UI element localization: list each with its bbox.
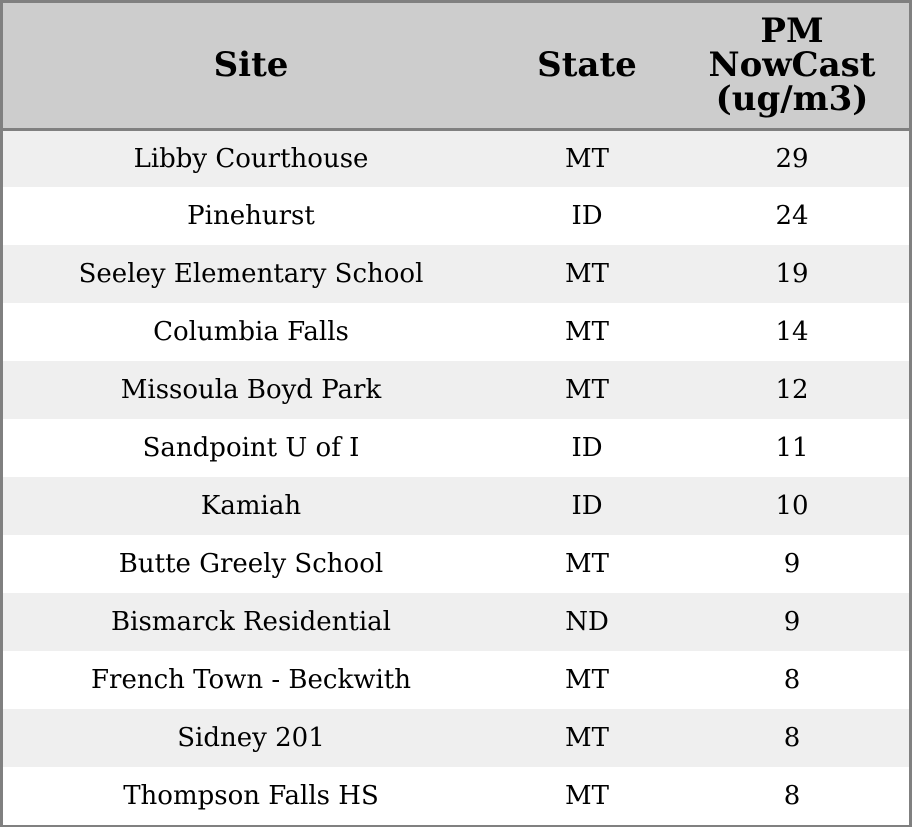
cell-site: Libby Courthouse [133,143,369,174]
cell-site: Sidney 201 [177,723,325,753]
cell-state: MT [565,317,609,347]
cell-state: MT [565,665,609,695]
cell-site: Seeley Elementary School [78,259,424,289]
data-table [3,3,909,825]
cell-state: MT [565,375,609,405]
header-pm-line-1: PM [760,11,824,52]
cell-state: MT [565,723,609,753]
cell-pm: 19 [775,259,809,289]
cell-site: Pinehurst [187,201,315,231]
table-row [3,303,909,361]
table-row [3,767,909,825]
cell-state: ID [571,433,603,463]
header-state: State [499,3,675,129]
cell-pm: 9 [783,607,801,637]
table-row [3,129,909,187]
cell-site: Kamiah [200,491,302,521]
cell-site: Sandpoint U of I [142,433,360,463]
cell-pm: 8 [783,665,801,695]
cell-pm: 14 [775,317,809,347]
header-pm-nowcast [675,3,909,129]
table-row [3,651,909,709]
cell-site: Columbia Falls [153,317,349,347]
cell-pm: 24 [775,201,809,231]
cell-state: ND [565,607,609,637]
cell-pm: 9 [783,549,801,579]
table-header [3,3,909,129]
cell-state: MT [565,781,609,811]
cell-pm: 10 [775,491,809,521]
cell-state: MT [565,259,609,289]
cell-pm: 8 [783,781,801,811]
cell-site: French Town - Beckwith [90,665,412,695]
cell-site: Thompson Falls HS [123,781,379,811]
table-row [3,419,909,477]
header-site: Site [3,3,499,129]
table-row [3,361,909,419]
cell-pm: 8 [783,723,801,753]
header-pm-line-2: NowCast [708,45,876,86]
table-row [3,477,909,535]
header-row [3,3,909,129]
cell-pm: 11 [775,433,809,463]
table-row [3,535,909,593]
cell-state: ID [571,201,603,231]
cell-pm: 29 [775,143,809,174]
header-pm-line-3: (ug/m3) [715,79,869,120]
table-row [3,709,909,767]
table-body [3,129,909,825]
table-row [3,245,909,303]
cell-site: Butte Greely School [118,549,384,579]
cell-pm: 12 [775,375,809,405]
cell-site: Missoula Boyd Park [120,375,382,405]
cell-state: MT [565,549,609,579]
table-row [3,187,909,245]
cell-state: ID [571,491,603,521]
cell-site: Bismarck Residential [111,607,391,637]
table-row [3,593,909,651]
cell-state: MT [565,143,609,174]
